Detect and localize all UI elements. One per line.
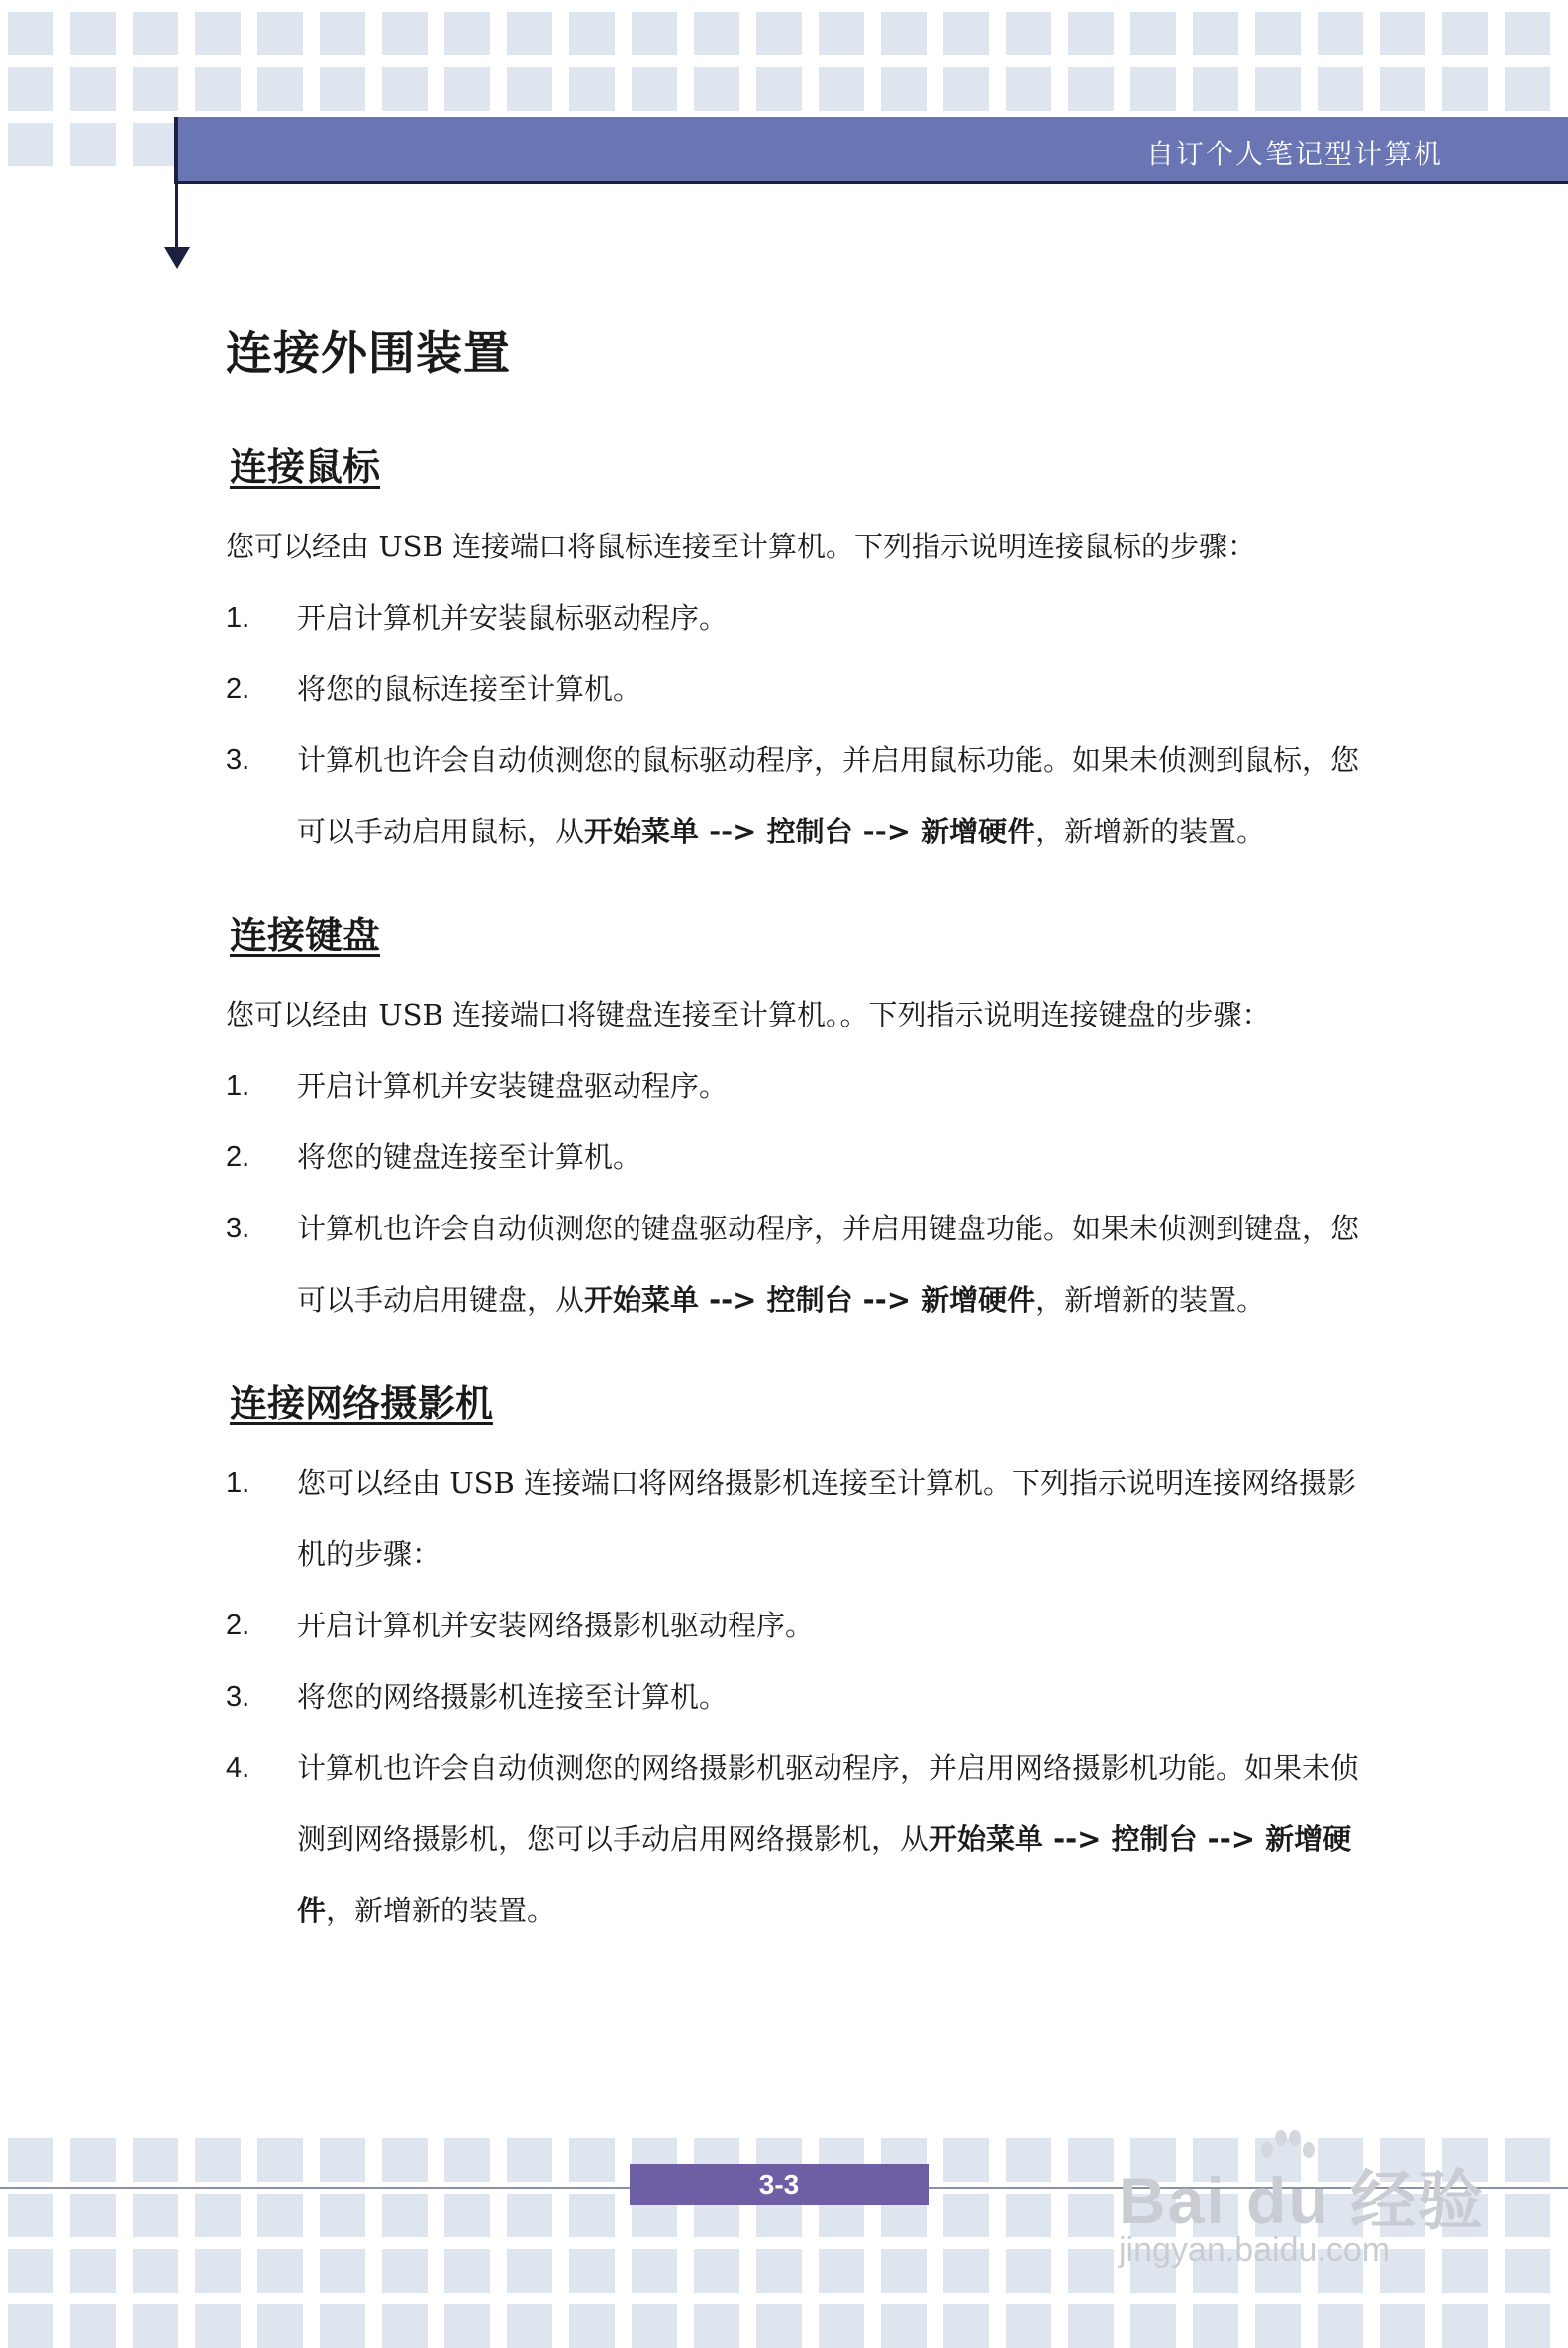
page-title: 连接外围装置 [226, 327, 511, 381]
page-number: 3-3 [630, 2164, 929, 2205]
tile [257, 2249, 303, 2293]
step-text-part: ，新增新的装置。 [326, 1894, 556, 1927]
step-number: 2. [226, 1141, 250, 1173]
tile [1380, 67, 1425, 111]
tile [70, 2249, 116, 2293]
watermark-url: jingyan.baidu.com [1119, 2231, 1391, 2269]
tile [133, 67, 178, 111]
step-list [226, 582, 1364, 867]
tile [1130, 2304, 1176, 2348]
tile [133, 2304, 178, 2348]
tile [1380, 12, 1425, 55]
header-band [174, 117, 1568, 184]
tile [569, 2194, 615, 2237]
tile [507, 2194, 552, 2237]
tile [819, 12, 864, 55]
tile [1255, 67, 1301, 111]
section-webcam [226, 1373, 1364, 1946]
tile [1442, 67, 1488, 111]
tile [320, 2304, 365, 2348]
section-mouse [226, 437, 1364, 867]
tile [1193, 67, 1238, 111]
tile [70, 2194, 116, 2237]
tile [881, 67, 927, 111]
tile [632, 2249, 677, 2293]
section-heading: 连接网络摄影机 [230, 1382, 494, 1425]
watermark-logo: Bai du 经验 [1119, 2164, 1486, 2237]
tile [133, 12, 178, 55]
tile [507, 2304, 552, 2348]
tile [819, 67, 864, 111]
step-text-part: 计算机也许会自动侦测您的鼠标驱动程序，并启用鼠标功能。如果未侦测到鼠标，您可以手动启用鼠标，从 [297, 743, 1360, 848]
tile [756, 67, 802, 111]
tile [70, 123, 116, 166]
tile [1255, 2304, 1301, 2348]
tile [195, 2304, 241, 2348]
tile [444, 2194, 490, 2237]
tile [1068, 67, 1114, 111]
tile [756, 2304, 802, 2348]
tile [1006, 2249, 1051, 2293]
tile [133, 2138, 178, 2182]
step-text: 开启计算机并安装鼠标驱动程序。 [297, 601, 729, 635]
tile [257, 67, 303, 111]
tile [1006, 2194, 1051, 2237]
tile [1068, 2194, 1114, 2237]
tile [507, 12, 552, 55]
tile [819, 2249, 864, 2293]
tile [694, 2249, 739, 2293]
menu-path: 开始菜单 --> 控制台 --> 新增硬件 [584, 1283, 1036, 1317]
tile [1318, 12, 1363, 55]
step-number: 3. [226, 1681, 250, 1712]
tile [1068, 2304, 1114, 2348]
tile [1130, 12, 1176, 55]
watermark [1109, 2128, 1524, 2287]
tile [320, 2249, 365, 2293]
list-item [226, 1590, 1364, 1661]
step-text-part: ，新增新的装置。 [1035, 815, 1266, 848]
step-text: 将您的鼠标连接至计算机。 [297, 672, 642, 706]
list-item [226, 1193, 1364, 1335]
section-intro: 您可以经由 USB 连接端口将鼠标连接至计算机。下列指示说明连接鼠标的步骤： [226, 530, 1257, 563]
down-arrow-icon [164, 247, 190, 269]
step-list [226, 1050, 1364, 1335]
tile [507, 2249, 552, 2293]
tile [881, 2249, 927, 2293]
tile [943, 12, 989, 55]
tile [1318, 2304, 1363, 2348]
header-vertical-rule [175, 117, 178, 249]
tile [507, 67, 552, 111]
tile [70, 67, 116, 111]
menu-path: 开始菜单 --> 控制台 --> 新增硬件 [584, 815, 1036, 848]
tile [1442, 12, 1488, 55]
tile [382, 2249, 428, 2293]
step-text [297, 725, 1364, 867]
step-text [297, 1193, 1364, 1335]
tile [382, 2138, 428, 2182]
tile [1193, 12, 1238, 55]
tile [632, 67, 677, 111]
header-title: 自订个人笔记型计算机 [1145, 138, 1443, 170]
tile [8, 2249, 53, 2293]
tile [1442, 2304, 1488, 2348]
tile [1068, 2249, 1114, 2293]
step-number: 1. [226, 1467, 250, 1499]
tile [694, 67, 739, 111]
tile [195, 2194, 241, 2237]
tile [1318, 67, 1363, 111]
tile [133, 2194, 178, 2237]
list-item [226, 1447, 1364, 1590]
step-list [226, 1447, 1364, 1946]
tile [70, 12, 116, 55]
menu-path: 开始菜单 --> 控制台 --> 新增硬件 [297, 1822, 1352, 1927]
step-number: 3. [226, 744, 250, 776]
tile [257, 2138, 303, 2182]
list-item [226, 653, 1364, 725]
tile [444, 2304, 490, 2348]
step-number: 4. [226, 1752, 250, 1784]
step-number: 2. [226, 673, 250, 705]
tile [444, 2249, 490, 2293]
section-keyboard [226, 905, 1364, 1335]
page-content [226, 317, 1364, 1984]
tile [382, 2194, 428, 2237]
tile [1068, 12, 1114, 55]
tile [8, 123, 53, 166]
list-item [226, 1050, 1364, 1122]
tile [1505, 67, 1550, 111]
step-number: 1. [226, 602, 250, 634]
step-text: 将您的键盘连接至计算机。 [297, 1140, 642, 1174]
tile [569, 2249, 615, 2293]
tile [943, 2194, 989, 2237]
tile [382, 12, 428, 55]
tile [1006, 2138, 1051, 2182]
tile [8, 2194, 53, 2237]
tile [507, 2138, 552, 2182]
tile [444, 67, 490, 111]
tile [943, 2138, 989, 2182]
tile [320, 12, 365, 55]
tile [943, 2304, 989, 2348]
section-heading: 连接键盘 [230, 914, 381, 957]
tile [1006, 67, 1051, 111]
step-number: 3. [226, 1213, 250, 1244]
tile [444, 2138, 490, 2182]
step-text: 您可以经由 USB 连接端口将网络摄影机连接至计算机。下列指示说明连接网络摄影机的步骤： [297, 1466, 1357, 1571]
tile [756, 12, 802, 55]
tile [569, 2138, 615, 2182]
tile [133, 2249, 178, 2293]
list-item [226, 582, 1364, 653]
tile [70, 2304, 116, 2348]
tile [694, 12, 739, 55]
list-item [226, 1661, 1364, 1732]
list-item [226, 1122, 1364, 1193]
tile [382, 67, 428, 111]
tile [569, 2304, 615, 2348]
step-text-part: ，新增新的装置。 [1035, 1283, 1266, 1317]
tile [320, 2138, 365, 2182]
tile [881, 12, 927, 55]
tile [8, 67, 53, 111]
tile [1006, 2304, 1051, 2348]
tile [943, 2249, 989, 2293]
tile [1068, 2138, 1114, 2182]
tile [819, 2304, 864, 2348]
step-number: 1. [226, 1070, 250, 1102]
tile [632, 12, 677, 55]
tile [1505, 2304, 1550, 2348]
tile [8, 2138, 53, 2182]
tile [694, 2304, 739, 2348]
tile [257, 2304, 303, 2348]
step-text: 将您的网络摄影机连接至计算机。 [297, 1680, 729, 1713]
tile [569, 12, 615, 55]
tile [133, 123, 178, 166]
tile [1505, 12, 1550, 55]
list-item [226, 725, 1364, 867]
step-text-part: 计算机也许会自动侦测您的键盘驱动程序，并启用键盘功能。如果未侦测到键盘，您可以手动启用键盘，从 [297, 1212, 1360, 1317]
tile [195, 12, 241, 55]
list-item [226, 1732, 1364, 1946]
tile [320, 2194, 365, 2237]
tile [569, 67, 615, 111]
section-intro: 您可以经由 USB 连接端口将键盘连接至计算机。。下列指示说明连接键盘的步骤： [226, 998, 1271, 1031]
tile [195, 2138, 241, 2182]
tile [632, 2304, 677, 2348]
tile [257, 2194, 303, 2237]
section-heading: 连接鼠标 [230, 445, 381, 489]
tile [8, 12, 53, 55]
tile [382, 2304, 428, 2348]
tile [1255, 12, 1301, 55]
step-text: 开启计算机并安装网络摄影机驱动程序。 [297, 1609, 815, 1642]
tile [756, 2249, 802, 2293]
step-text: 开启计算机并安装键盘驱动程序。 [297, 1069, 729, 1103]
tile [320, 67, 365, 111]
tile [943, 67, 989, 111]
tile [1193, 2304, 1238, 2348]
tile [195, 67, 241, 111]
step-text [297, 1732, 1364, 1946]
tile [195, 2249, 241, 2293]
step-number: 2. [226, 1610, 250, 1641]
tile [70, 2138, 116, 2182]
tile [1380, 2304, 1425, 2348]
tile [444, 12, 490, 55]
tile [881, 2304, 927, 2348]
tile [1130, 67, 1176, 111]
tile [257, 12, 303, 55]
tile [8, 2304, 53, 2348]
step-text-part: 计算机也许会自动侦测您的网络摄影机驱动程序，并启用网络摄影机功能。如果未侦测到网络摄影机，您可以手动启用网络摄影机，从 [297, 1751, 1360, 1856]
tile [1006, 12, 1051, 55]
